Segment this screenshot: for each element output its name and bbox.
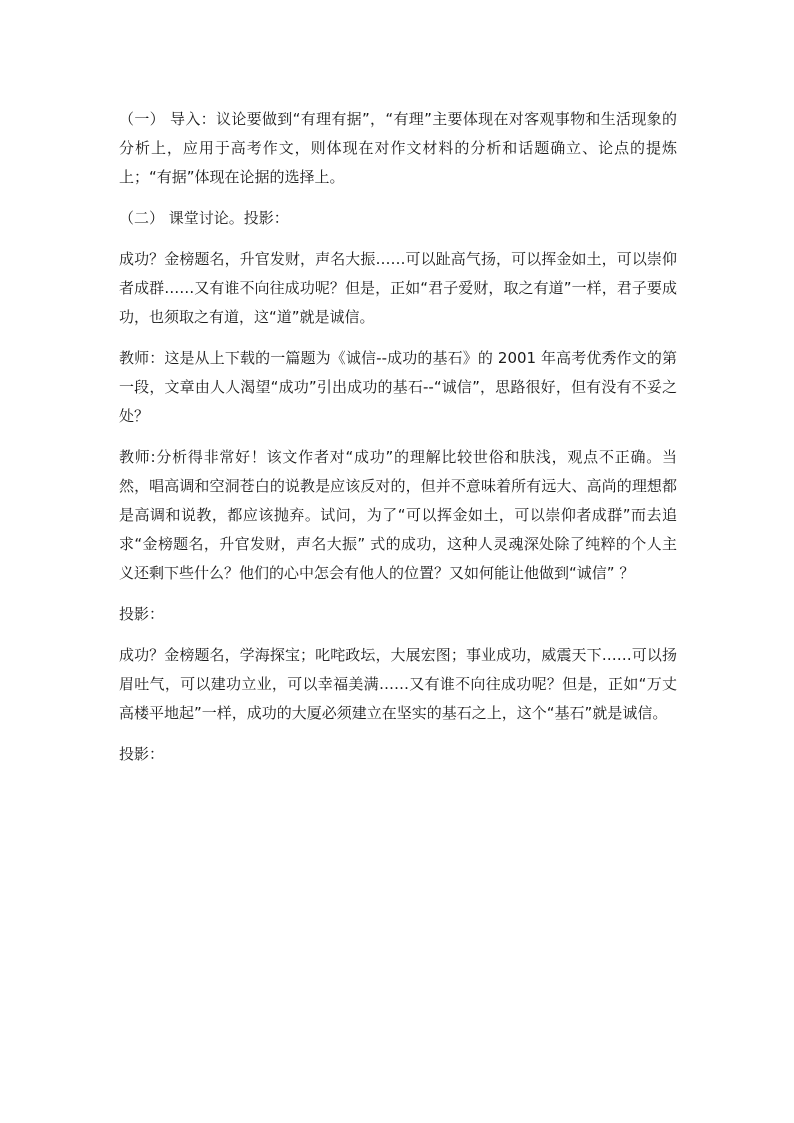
paragraph-class-discussion: （二） 课堂讨论。投影： — [119, 209, 289, 227]
paragraph-projection-one: 成功？金榜题名，升官发财，声名大振……可以趾高气扬，可以挥金如土，可以崇仰者成群……又有谁不向往成功呢？但是，正如“君子爱财，取之有道”一样，君子要成功，也须取之有道，这“道”就是诚信。 — [119, 250, 677, 326]
paragraph-projection-label-end: 投影： — [119, 745, 165, 763]
paragraph-introduction: （一） 导入：议论要做到“有理有据”，“有理”主要体现在对客观事物和生活现象的分析上，应用于高考作文，则体现在对作文材料的分析和话题确立、论点的提炼上；“有据”体现在论据的选择上。 — [119, 110, 677, 186]
document-body — [119, 105, 677, 781]
paragraph-projection-two: 成功？金榜题名，学海探宝；叱咤政坛，大展宏图；事业成功，威震天下……可以扬眉吐气，可以建功立业，可以幸福美满……又有谁不向往成功呢？但是，正如“万丈高楼平地起”一样，成功的大厦必须建立在坚实的基石之上，这个“基石”就是诚信。 — [119, 646, 677, 722]
paragraph-projection-label: 投影： — [119, 605, 165, 623]
paragraph-teacher-question: 教师：这是从上下载的一篇题为《诚信--成功的基石》的 2001 年高考优秀作文的第一段，文章由人人渴望“成功”引出成功的基石--“诚信”，思路很好，但有没有不妥之处？ — [119, 349, 677, 425]
paragraph-teacher-analysis: 教师:分析得非常好！该文作者对“成功”的理解比较世俗和肤浅，观点不正确。当然，唱高调和空洞苍白的说教是应该反对的，但并不意味着所有远大、高尚的理想都是高调和说教，都应该抛弃。试问，为了“可以挥金如土，可以崇仰者成群”而去追求“金榜题名，升官发财，声名大振” 式的成功，这种人灵魂深处除了纯粹的个人主义还剩下些什么？他们的心中怎会有他人的位置？又如何能让他做到“诚信” ？ — [119, 448, 677, 582]
